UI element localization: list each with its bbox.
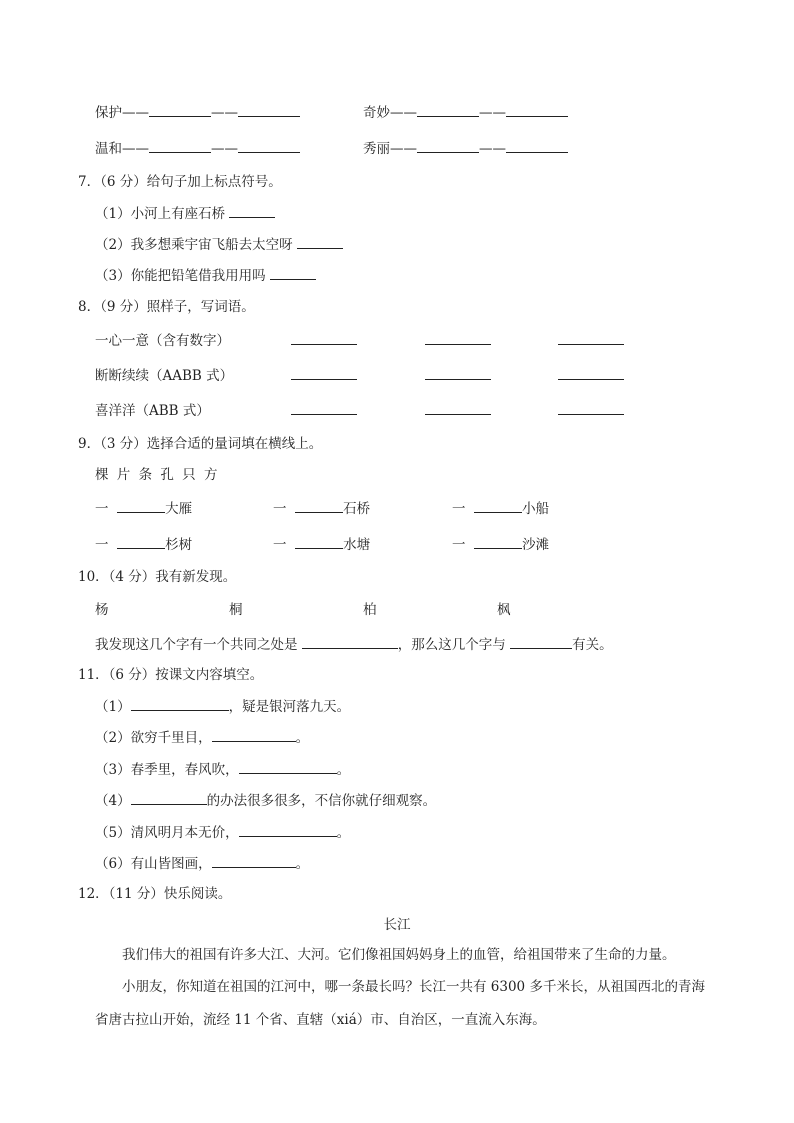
answer-blank[interactable] bbox=[291, 330, 357, 345]
q7-heading: 7．（6 分）给句子加上标点符号。 bbox=[78, 174, 282, 190]
finding-text: 我发现这几个字有一个共同之处是 bbox=[95, 637, 298, 653]
answer-blank[interactable] bbox=[510, 634, 572, 649]
q8-heading: 8．（9 分）照样子，写词语。 bbox=[78, 299, 255, 315]
answer-blank[interactable] bbox=[295, 498, 343, 513]
q9-item-4 bbox=[95, 534, 192, 555]
one-char: 一 bbox=[95, 537, 109, 553]
q12-heading: 12．（11 分）快乐阅读。 bbox=[78, 886, 232, 902]
line-text: 。 bbox=[295, 730, 310, 746]
noun: 大雁 bbox=[165, 501, 193, 517]
answer-blank[interactable] bbox=[291, 365, 357, 380]
q7-sentence-3 bbox=[95, 265, 316, 286]
q11-line-2 bbox=[95, 727, 309, 748]
q6-row1-left bbox=[95, 102, 300, 123]
line-text: 的办法很多很多，不信你就仔细观察。 bbox=[206, 793, 437, 809]
word-prompt: 秀丽—— bbox=[363, 141, 417, 157]
q10-heading: 10．（4 分）我有新发现。 bbox=[78, 569, 237, 585]
q9-item-5 bbox=[273, 534, 370, 555]
answer-blank[interactable] bbox=[117, 534, 165, 549]
answer-blank[interactable] bbox=[295, 534, 343, 549]
answer-blank[interactable] bbox=[212, 853, 296, 868]
q11-line-1 bbox=[95, 696, 350, 717]
dash: —— bbox=[479, 141, 506, 157]
line-text: （5）清风明月本无价， bbox=[95, 825, 239, 841]
answer-blank[interactable] bbox=[131, 696, 229, 711]
q11-line-6 bbox=[95, 853, 309, 874]
line-text: （2）欲穷千里目， bbox=[95, 730, 212, 746]
one-char: 一 bbox=[273, 537, 287, 553]
q9-item-6 bbox=[452, 534, 549, 555]
q10-char-4: 枫 bbox=[497, 602, 511, 618]
answer-blank[interactable] bbox=[506, 102, 568, 117]
q7-sentence-2 bbox=[95, 234, 343, 255]
word-prompt: 奇妙—— bbox=[363, 105, 417, 121]
q9-item-3 bbox=[452, 498, 549, 519]
answer-blank[interactable] bbox=[425, 400, 491, 415]
answer-blank[interactable] bbox=[558, 400, 624, 415]
passage-paragraph-2-line-1: 小朋友，你知道在祖国的江河中，哪一条最长吗？长江一共有 6300 多千米长，从祖国西北的青海 bbox=[122, 979, 705, 995]
q11-line-3 bbox=[95, 759, 350, 780]
answer-blank[interactable] bbox=[270, 265, 316, 280]
q11-line-5 bbox=[95, 822, 350, 843]
passage-title: 长江 bbox=[383, 917, 411, 933]
q6-row2-left bbox=[95, 138, 300, 159]
q9-heading: 9．（3 分）选择合适的量词填在横线上。 bbox=[78, 436, 323, 452]
line-text: （1） bbox=[95, 699, 131, 715]
one-char: 一 bbox=[95, 501, 109, 517]
answer-blank[interactable] bbox=[238, 102, 300, 117]
answer-blank[interactable] bbox=[558, 330, 624, 345]
q6-row1-right bbox=[363, 102, 568, 123]
word-prompt: 保护—— bbox=[95, 105, 149, 121]
dash: —— bbox=[211, 141, 238, 157]
q10-char-3: 柏 bbox=[363, 602, 377, 618]
q11-heading: 11．（6 分）按课文内容填空。 bbox=[78, 667, 264, 683]
line-text: 。 bbox=[336, 825, 351, 841]
line-text: 。 bbox=[295, 856, 310, 872]
sentence-text: （1）小河上有座石桥 bbox=[95, 206, 226, 222]
q10-char-2: 桐 bbox=[229, 602, 243, 618]
answer-blank[interactable] bbox=[149, 138, 211, 153]
answer-blank[interactable] bbox=[417, 102, 479, 117]
line-text: ，疑是银河落九天。 bbox=[228, 699, 351, 715]
passage-paragraph-1: 我们伟大的祖国有许多大江、大河。它们像祖国妈妈身上的血管，给祖国带来了生命的力量。 bbox=[122, 947, 676, 963]
passage-paragraph-2-line-2: 省唐古拉山开始，流经 11 个省、直辖（xiá）市、自治区，一直流入东海。 bbox=[95, 1012, 546, 1028]
answer-blank[interactable] bbox=[131, 790, 207, 805]
q7-sentence-1 bbox=[95, 203, 275, 224]
one-char: 一 bbox=[452, 501, 466, 517]
answer-blank[interactable] bbox=[239, 822, 337, 837]
answer-blank[interactable] bbox=[474, 498, 522, 513]
q11-line-4 bbox=[95, 790, 436, 811]
q8-example-2: 断断续续（AABB 式） bbox=[95, 368, 234, 384]
dash: —— bbox=[211, 105, 238, 121]
answer-blank[interactable] bbox=[302, 634, 398, 649]
noun: 小船 bbox=[522, 501, 550, 517]
dash: —— bbox=[479, 105, 506, 121]
answer-blank[interactable] bbox=[506, 138, 568, 153]
finding-text: 有关。 bbox=[572, 637, 613, 653]
one-char: 一 bbox=[452, 537, 466, 553]
q9-item-2 bbox=[273, 498, 370, 519]
sentence-text: （2）我多想乘宇宙飞船去太空呀 bbox=[95, 237, 293, 253]
q8-example-1: 一心一意（含有数字） bbox=[95, 333, 230, 349]
q10-char-1: 杨 bbox=[95, 602, 109, 618]
answer-blank[interactable] bbox=[212, 727, 296, 742]
sentence-text: （3）你能把铅笔借我用用吗 bbox=[95, 268, 266, 284]
answer-blank[interactable] bbox=[425, 365, 491, 380]
line-text: （3）春季里，春风吹， bbox=[95, 762, 239, 778]
answer-blank[interactable] bbox=[117, 498, 165, 513]
one-char: 一 bbox=[273, 501, 287, 517]
answer-blank[interactable] bbox=[474, 534, 522, 549]
answer-blank[interactable] bbox=[149, 102, 211, 117]
answer-blank[interactable] bbox=[239, 759, 337, 774]
q9-word-bank: 棵 片 条 孔 只 方 bbox=[95, 467, 218, 483]
answer-blank[interactable] bbox=[238, 138, 300, 153]
answer-blank[interactable] bbox=[297, 234, 343, 249]
q8-example-3: 喜洋洋（ABB 式） bbox=[95, 403, 210, 419]
word-prompt: 温和—— bbox=[95, 141, 149, 157]
noun: 石桥 bbox=[343, 501, 371, 517]
line-text: 。 bbox=[336, 762, 351, 778]
line-text: （4） bbox=[95, 793, 131, 809]
finding-text: ，那么这几个字与 bbox=[397, 637, 506, 653]
answer-blank[interactable] bbox=[425, 330, 491, 345]
q9-item-1 bbox=[95, 498, 192, 519]
noun: 杉树 bbox=[165, 537, 193, 553]
answer-blank[interactable] bbox=[291, 400, 357, 415]
answer-blank[interactable] bbox=[558, 365, 624, 380]
noun: 水塘 bbox=[343, 537, 371, 553]
line-text: （6）有山皆图画， bbox=[95, 856, 212, 872]
answer-blank[interactable] bbox=[229, 203, 275, 218]
answer-blank[interactable] bbox=[417, 138, 479, 153]
q6-row2-right bbox=[363, 138, 568, 159]
noun: 沙滩 bbox=[522, 537, 550, 553]
q10-finding bbox=[95, 634, 613, 655]
